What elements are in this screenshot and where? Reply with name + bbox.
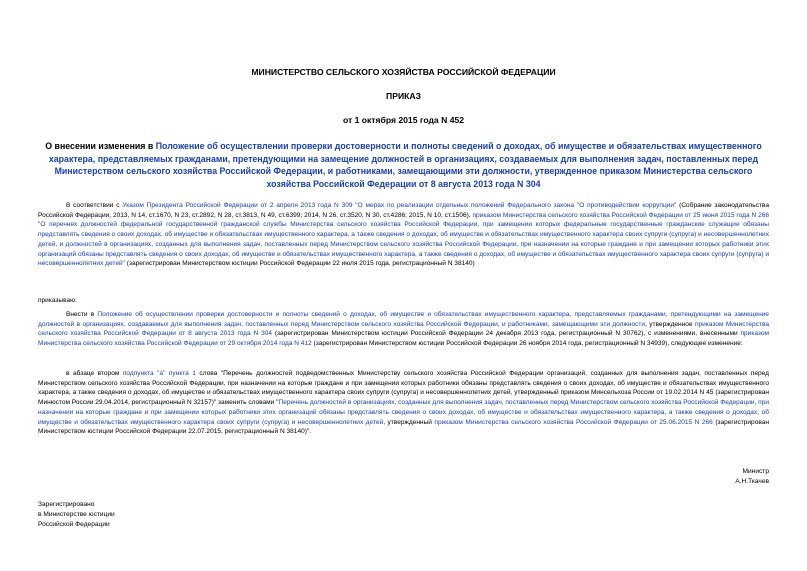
p1-text-3: (зарегистрирован Министерством юстиции Российской Федерации 22 июля 2015 года, регистрационный N 38140) [124,260,475,268]
ministry-heading: МИНИСТЕРСТВО СЕЛЬСКОГО ХОЗЯЙСТВА РОССИЙСКОЙ ФЕДЕРАЦИИ [251,67,556,77]
paragraph-amendment [38,310,769,349]
p3-text-1: в абзаце втором [66,370,123,377]
link-presidential-decree[interactable]: Указом Президента Российской Федерации от 2 апреля 2013 года N 309 "О мерах по реализации отдельных положений Федерального закона "О противодействии коррупции" [122,202,677,209]
p2-text-3: (зарегистрирован Министерством юстиции Российской Федерации 24 декабря 2013 года, регистрационный N 30762), с изменениями, внесенными [272,330,741,338]
p3-text-3: , утвержденный [383,418,435,426]
p2-text-1: Внести в [66,311,98,318]
registered-line-3: Российской Федерации [38,521,110,528]
signature-name: А.Н.Ткачев [735,478,769,485]
registration-note [38,500,115,530]
link-order-412[interactable]: приказом Министерства сельского хозяйства Российской Федерации от 29 октября 2014 года N 412 [38,330,769,348]
p3-text-2: слова "Перечень должностей подведомственных Министерству сельского хозяйства Российской Федерации организаций, созданных для выполнения задач, поставленных перед Министерством сельского хозяйства Российской Федерации, при назначении на которые граждане и при замещении которых работники обязаны представлять сведения о своих доходах, об имуществе и обязательствах имущественного характера, а также сведения о доходах, об имуществе и обязательствах имущественного характера своих супруги (супруга) и несовершеннолетних детей, утвержденный приказом Минсельхоза России от 19.02.2014 N 45 (зарегистрирован Минюстом России 29.04.2014, регистрационный N 32157)" заменить словами " [38,370,770,407]
date-number-heading: от 1 октября 2015 года N 452 [342,115,465,125]
link-order-304[interactable]: приказом Министерства сельского хозяйства Российской Федерации от 8 августа 2013 года N 304 [38,320,769,338]
p1-text-2: (Собрание законодательства Российской Федерации, 2013, N 14, ст.1670, N 23, ст.2892, N 28, ст.3813, N 49, ст.6399; 2014, N 26, ст.3520, N 30, ст.4286; 2015, N 10, ст.1506), [38,202,769,219]
registered-line-2: в Министерстве юстиции [38,511,115,518]
link-order-266[interactable]: приказом Министерства сельского хозяйства Российской Федерации от 25 июня 2015 года N 266 "О перечнях должностей федеральной государственной гражданской службы Министерства сельского хозяйства Российской Федерации, при замещении которых федеральные государственные гражданские служащие обязаны представлять сведения о своих доходах, об имуществе и обязательствах имущественного характера, а также сведения о доходах, об имуществе и обязательствах имущественного характера своих супруги (супруга) и несовершеннолетних детей, и должностей в организациях, созданных для выполнения задач, поставленных перед Министерством сельского хозяйства Российской Федерации, при назначении на которые граждане и при замещении которых работники этих организаций обязаны представлять сведения о своих доходах, об имуществе и обязательствах имущественного характера, а также сведения о доходах, об имуществе и обязательствах имущественного характера своих супруги (супруга) и несовершеннолетних детей" [38,211,770,268]
p2-text-4: (зарегистрирован Министерством юстиции Российской Федерации 26 ноября 2014 года, регистрационный N 34939), следующее изменение: [311,340,743,348]
signature-block [735,467,769,487]
title-link-regulation[interactable]: Положение об осуществлении проверки достоверности и полноты сведений о доходах, об имуществе и обязательствах имущественного характера, представляемых гражданами, претендующими на замещение должностей в организациях, создаваемых для выполнения задач, поставленных перед Министерством сельского хозяйства Российской Федерации, и работниками, замещающими эти должности, утвержденное приказом Министерства сельского хозяйства Российской Федерации от 8 августа 2013 года N 304 [48,141,762,189]
orders-label: приказываю: [38,297,77,304]
paragraph-change [38,369,769,437]
doc-type-heading: ПРИКАЗ [386,91,421,101]
p1-text-1: В соответствии с [66,202,123,209]
link-positions-list[interactable]: Перечень должностей в организациях, созданных для выполнения задач, поставленных перед Министерством сельского хозяйства Российской Федерации, при назначении на которые граждане и при замещении которых работники этих организаций обязаны представлять сведения о своих доходах, об имуществе и обязательствах имущественного характера, а также сведения о доходах, об имуществе и обязательствах имущественного характера своих супруги (супруга) и несовершеннолетних детей [38,399,769,426]
p3-text-4: (зарегистрирован Министерством юстиции Российской Федерации 22.07.2015, регистрационный N 38140)". [38,418,769,436]
link-order-266-2015[interactable]: приказом Министерства сельского хозяйства Российской Федерации от 25.06.2015 N 266 [434,418,713,426]
title-prefix: О внесении изменения в [45,141,156,151]
p2-text-2: , утвержденное [645,320,695,328]
registered-line-1: Зарегистрировано [38,501,95,508]
link-regulation[interactable]: Положение об осуществлении проверки достоверности и полноты сведений о доходах, об имуществе и обязательствах имущественного характера, представляемых гражданами, претендующими на замещение должностей в организациях, создаваемых для выполнения задач, поставленных перед Министерством сельского хозяйства Российской Федерации, и работниками, замещающими эти должности [38,311,769,328]
paragraph-basis [38,201,769,269]
signature-position: Министр [742,468,769,475]
document-title [38,140,769,190]
link-subclause-a[interactable]: подпункта "а" пункта 1 [122,370,196,377]
